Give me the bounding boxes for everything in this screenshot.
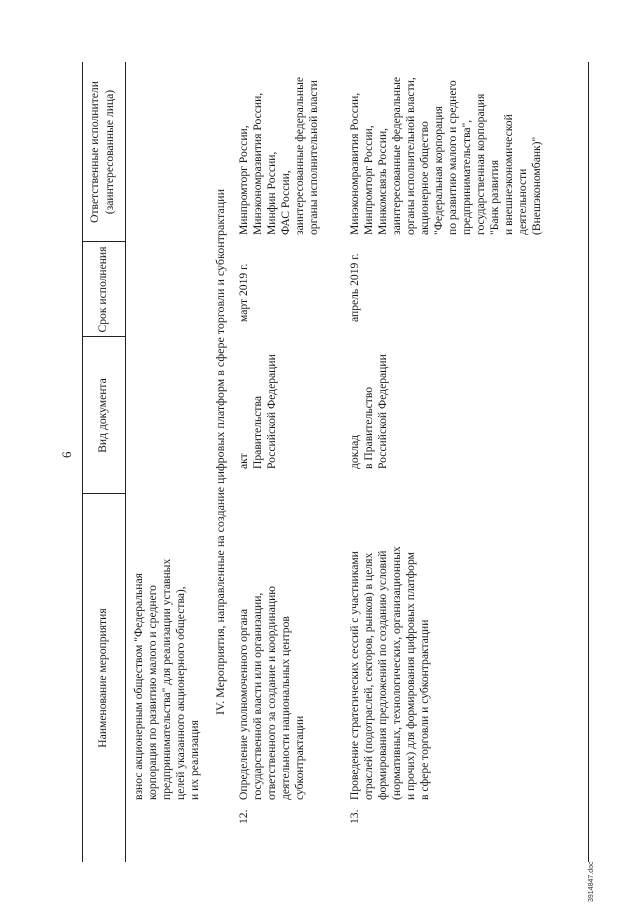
row-13-name: отраслей (подотраслей, секторов, рынков) в целях xyxy=(362,552,375,800)
document-id: 3914847.doc xyxy=(588,861,595,902)
row-13-name: в сфере торговли и субконтрактации xyxy=(418,619,431,800)
row-13-executor: "Федеральная корпорация xyxy=(432,106,445,235)
row-12-name: деятельности национальных центров xyxy=(279,616,292,800)
table-bottom-border xyxy=(588,62,589,862)
row-13-name: и прочих) для формирования цифровых платформ xyxy=(404,552,417,800)
row-13-deadline: апрель 2019 г. xyxy=(348,253,361,322)
table-header-border xyxy=(125,62,126,862)
table-top-border xyxy=(82,62,83,862)
row-13-name: Проведение стратегических сессий с участниками xyxy=(348,551,361,800)
row-13-executor: акционерное общество xyxy=(418,121,431,235)
page-number: 6 xyxy=(59,451,74,458)
row-13-doc-type: в Правительство xyxy=(362,386,375,469)
header-name: Наименование мероприятия xyxy=(96,608,109,748)
header-executors: Ответственные исполнители xyxy=(88,81,101,223)
row-12-executor: Минэкономразвития России, xyxy=(251,92,264,235)
row-13-executor: Минкомсвязь России, xyxy=(376,127,389,235)
row-12-name: субконтрактации xyxy=(293,715,306,800)
row-12-executor: Минфин России, xyxy=(265,151,278,235)
row-13-executor: Минэкономразвития России, xyxy=(348,92,361,235)
row-12-name: государственной власти или организации, xyxy=(251,592,264,800)
row-12-name: ответственного за создание и координацию xyxy=(265,586,278,800)
row-13-executor: предпринимательства", xyxy=(460,119,473,235)
row-12-deadline: март 2019 г. xyxy=(237,263,250,322)
row-12-executor: органы исполнительной власти xyxy=(307,80,320,235)
row-13-doc-type: Российской Федерации xyxy=(376,354,389,469)
header-deadline: Срок исполнения xyxy=(96,246,109,333)
row-13-executor: государственная корпорация xyxy=(474,93,487,235)
rotated-table-content xyxy=(55,37,595,862)
row-13-executor: заинтересованные федеральные xyxy=(390,76,403,235)
row-12-executor: ФАС России, xyxy=(279,170,292,235)
row-12-doc-type: акт xyxy=(237,453,250,469)
row-number: 13. xyxy=(348,809,361,824)
row-13-name: формирования предложений по созданию условий xyxy=(376,550,389,800)
header-executors: (заинтересованные лица) xyxy=(103,89,116,215)
row-13-executor: по развитию малого и среднего xyxy=(446,80,459,235)
header-doc-type: Вид документа xyxy=(96,378,109,453)
continuation-line: и их реализация xyxy=(188,720,201,800)
row-13-executor: (Внешэкономбанк)" xyxy=(530,136,543,235)
row-12-doc-type: Правительства xyxy=(251,396,264,469)
section-title: IV. Мероприятия, направленные на создание цифровых платформ в сфере торговли и субконтрактации xyxy=(213,188,227,716)
row-13-doc-type: доклад xyxy=(348,434,361,469)
row-13-executor: деятельности xyxy=(516,168,529,235)
continuation-line: целей указанного акционерного общества), xyxy=(174,586,187,800)
row-13-name: (нормативных, технологических, организационных xyxy=(390,546,403,800)
row-12-executor: Минпромторг России, xyxy=(237,125,250,235)
continuation-line: взнос акционерным обществом "Федеральная xyxy=(132,573,145,800)
row-12-doc-type: Российской Федерации xyxy=(265,354,278,469)
row-13-executor: "Банк развития xyxy=(488,159,501,235)
row-12-name: Определение уполномоченного органа xyxy=(237,608,250,800)
continuation-line: предпринимательства" для реализации уставных xyxy=(160,558,173,800)
row-12-executor: заинтересованные федеральные xyxy=(293,76,306,235)
row-13-executor: органы исполнительной власти, xyxy=(404,77,417,235)
row-13-executor: Минпромторг России, xyxy=(362,125,375,235)
row-number: 12. xyxy=(237,809,250,824)
continuation-line: корпорация по развитию малого и среднего xyxy=(146,585,159,800)
document-id-footer xyxy=(588,858,600,902)
row-13-executor: и внешнеэкономической xyxy=(502,114,515,235)
